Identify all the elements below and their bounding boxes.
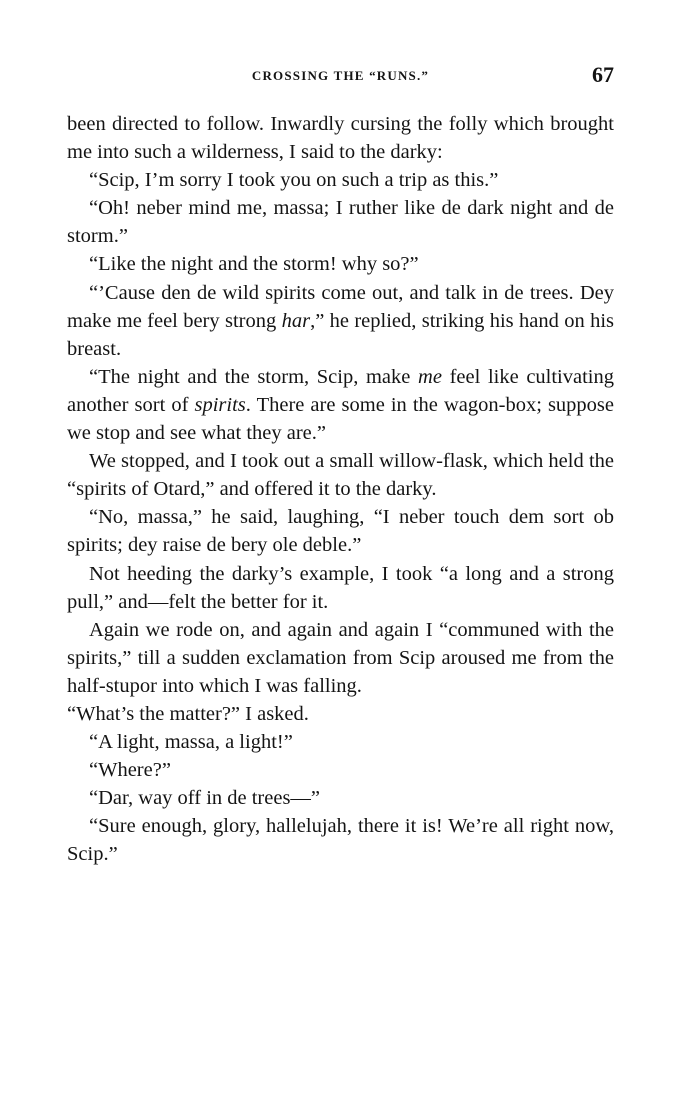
paragraph-2: “Scip, I’m sorry I took you on such a trip as this.”: [89, 169, 499, 192]
paragraph-5: [67, 279, 614, 363]
paragraph-6-italic-1: me: [418, 365, 442, 388]
paragraph-1: been directed to follow. Inwardly cursing the folly which brought me into such a wilderness, I said to the darky:: [67, 113, 614, 164]
running-head: [67, 62, 614, 92]
paragraph-6: [67, 363, 614, 447]
paragraph-6-text-a: “The night and the storm, Scip, make: [89, 365, 419, 388]
paragraph-13: “Where?”: [89, 759, 171, 782]
paragraph-10: Again we rode on, and again and again I “communed with the spirits,” till a sudden exclamation from Scip aroused me from the half-stupor into which I was falling.: [67, 618, 614, 697]
paragraph-7: We stopped, and I took out a small willow-flask, which held the “spirits of Otard,” and offered it to the darky.: [67, 450, 614, 501]
paragraph-4: “Like the night and the storm! why so?”: [89, 253, 419, 276]
paragraph-11: “What’s the matter?” I asked.: [67, 702, 309, 725]
page-number: 67: [592, 62, 614, 87]
paragraph-6-text-c: . There are some in the wagon-box; suppose we stop and see what they are.”: [67, 393, 614, 445]
body-text: [67, 110, 614, 869]
paragraph-15: “Sure enough, glory, hallelujah, there it is! We’re all right now, Scip.”: [67, 815, 614, 866]
running-title: CROSSING THE “RUNS.”: [251, 68, 430, 83]
paragraph-12: “A light, massa, a light!”: [89, 731, 293, 754]
paragraph-14: “Dar, way off in de trees—”: [89, 787, 321, 810]
paragraph-3: “Oh! neber mind me, massa; I ruther like de dark night and de storm.”: [67, 197, 614, 248]
paragraph-5-text-b: ,” he replied, striking his hand on his breast.: [67, 309, 614, 360]
paragraph-6-text-b: feel like cultivating another sort of: [67, 365, 614, 416]
paragraph-8: “No, massa,” he said, laughing, “I neber touch dem sort ob spirits; dey raise de bery ole deble.”: [67, 506, 614, 557]
paragraph-6-italic-2: spirits: [194, 393, 246, 416]
paragraph-5-italic: har: [281, 309, 311, 332]
paragraph-5-text-a: “’Cause den de wild spirits come out, and talk in de trees. Dey make me feel bery strong: [67, 281, 614, 332]
paragraph-9: Not heeding the darky’s example, I took “a long and a strong pull,” and—felt the better for it.: [67, 562, 614, 613]
